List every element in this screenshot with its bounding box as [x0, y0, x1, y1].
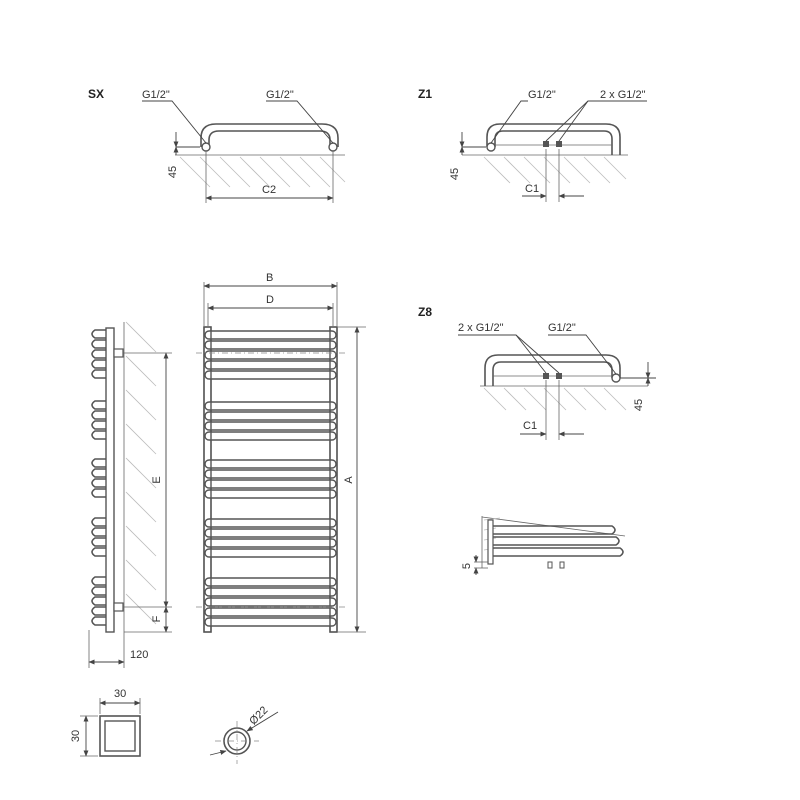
front-bars — [205, 331, 336, 626]
z8-connection-view — [418, 305, 656, 440]
top-right-foot — [560, 562, 564, 568]
z8-tube-inner — [493, 362, 612, 386]
z1-wall-hatch — [484, 157, 626, 183]
top-header — [488, 520, 493, 564]
z1-double-leader-b — [559, 101, 588, 141]
sx-left-leader — [142, 101, 206, 143]
square-height-dimension: 30 — [70, 729, 82, 743]
z1-center-connector-right — [556, 141, 562, 147]
side-height-f-dimension: F — [151, 615, 163, 623]
front-width-d-dimension: D — [266, 294, 274, 306]
z8-center-connector-left — [543, 373, 549, 379]
sx-title: SX — [88, 87, 105, 101]
z1-tube-inner — [495, 131, 612, 155]
z1-connection-view — [418, 87, 647, 202]
sx-left-connector — [202, 143, 210, 151]
z8-double-leader-a — [458, 335, 546, 373]
z8-spacing-dimension: C1 — [523, 420, 538, 432]
z8-height-dimension: 45 — [633, 398, 645, 412]
round-profile — [210, 704, 278, 764]
front-height-a-dimension: A — [343, 476, 355, 484]
z8-double-leader-b — [516, 335, 559, 373]
side-height-e-dimension: E — [151, 476, 163, 484]
sx-right-leader — [266, 101, 333, 143]
sx-height-dimension: 45 — [167, 165, 179, 179]
front-view — [196, 272, 366, 632]
z1-tube-outer — [487, 124, 620, 155]
side-view — [89, 322, 172, 668]
sx-left-connection-label: G1/2" — [142, 89, 170, 101]
side-top-bracket — [114, 349, 123, 357]
sx-right-connection-label: G1/2" — [266, 89, 294, 101]
top-offset-dimension: 5 — [461, 562, 473, 570]
square-profile-inner — [105, 721, 135, 751]
square-profile — [70, 688, 140, 756]
sx-tube-outer — [201, 124, 338, 147]
z8-double-connection-label: 2 x G1/2" — [458, 322, 504, 334]
sx-right-connector — [329, 143, 337, 151]
z1-single-connection-label: G1/2" — [528, 89, 556, 101]
z8-wall-hatch — [484, 388, 626, 410]
z1-height-dimension: 45 — [449, 167, 461, 181]
round-diameter-dimension: Ø22 — [247, 704, 271, 728]
square-width-dimension: 30 — [114, 688, 127, 700]
z1-title: Z1 — [418, 87, 433, 101]
top-left-foot — [548, 562, 552, 568]
side-wall-hatch — [126, 322, 156, 624]
z1-spacing-dimension: C1 — [525, 183, 540, 195]
z1-double-connection-label: 2 x G1/2" — [600, 89, 646, 101]
sx-tube-inner — [209, 131, 330, 147]
side-bottom-bracket — [114, 603, 123, 611]
z8-end-connector — [612, 374, 620, 382]
top-bars — [493, 526, 623, 556]
z8-single-connection-label: G1/2" — [548, 322, 576, 334]
z1-end-connector — [487, 143, 495, 151]
sx-connection-view — [88, 87, 345, 203]
side-bars — [92, 330, 106, 625]
sx-spacing-dimension: C2 — [262, 184, 277, 196]
sx-wall-hatch — [180, 157, 345, 187]
top-view — [461, 516, 625, 575]
z8-tube-outer — [485, 355, 620, 386]
z8-title: Z8 — [418, 305, 433, 319]
z1-single-leader — [491, 101, 528, 143]
front-width-b-dimension: B — [266, 272, 274, 284]
z1-center-connector-left — [543, 141, 549, 147]
side-depth-dimension: 120 — [130, 649, 149, 661]
z8-center-connector-right — [556, 373, 562, 379]
side-vertical-header — [106, 328, 114, 632]
z1-double-leader-a — [546, 101, 647, 141]
